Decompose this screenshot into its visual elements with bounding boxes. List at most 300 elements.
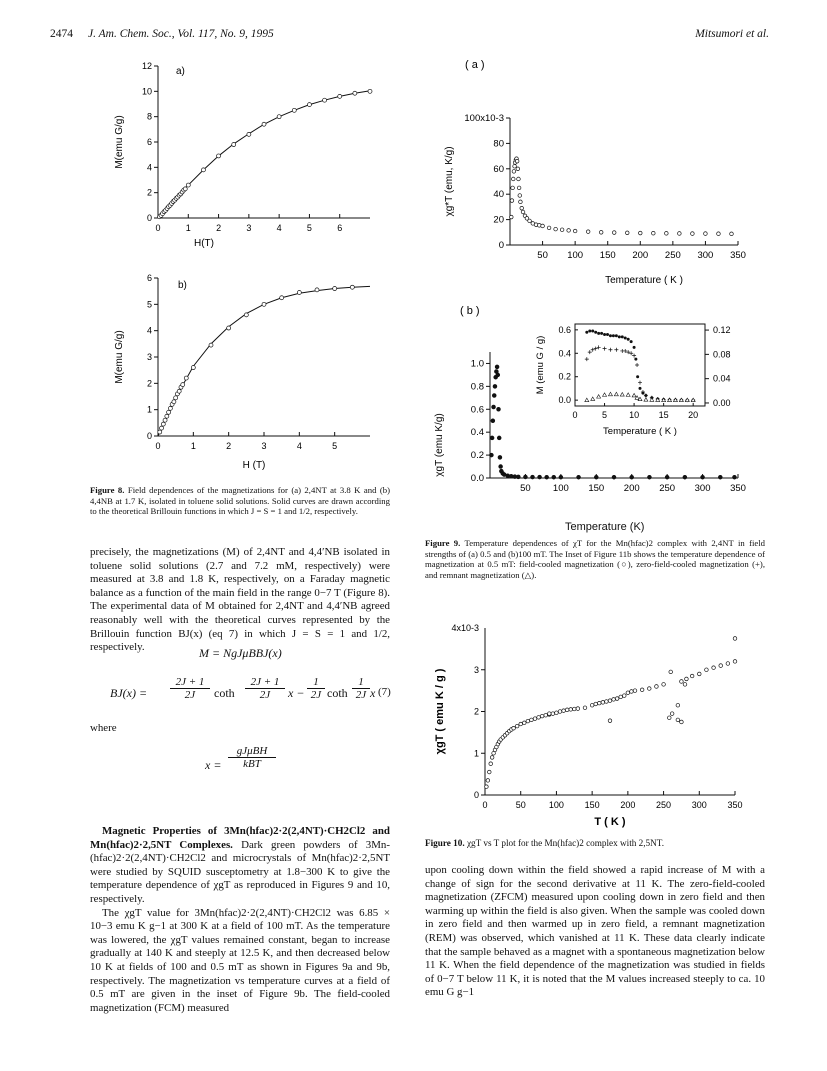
y-tick-label: 60 [493,163,504,175]
y-tick-label: 0 [146,431,152,441]
data-point [545,475,549,479]
data-point [605,700,609,704]
data-point [168,406,172,410]
data-point [280,296,284,300]
data-point [665,475,669,479]
data-point [601,701,605,705]
data-point [315,288,319,292]
data-point [625,231,629,235]
body-paragraphs-2 [90,825,390,1015]
figure-10-chart [425,620,770,840]
inset-rem-point [620,393,624,397]
equation-7-fraction-2 [245,676,285,701]
x-tick-label: 50 [515,800,526,810]
x-tick-label: 200 [623,483,640,494]
data-point [712,666,716,670]
x-tick-label: 50 [537,250,548,261]
equation-x-lhs: x = [205,758,222,772]
inset-x-tick-label: 20 [688,410,699,420]
data-point [533,717,537,721]
data-point [262,302,266,306]
y-axis-label: χg*T (emu, K/g) [444,146,455,217]
inset-rem-point [585,398,589,402]
inset-rem-point [626,393,630,397]
x-axis-label: H(T) [194,238,214,249]
data-point [499,465,503,469]
figure-9-caption-label: Figure 9. [425,538,461,548]
inset-rem-point [614,392,618,396]
data-point [680,720,684,724]
inset-zfcm-point [632,354,636,358]
data-point [655,685,659,689]
figure-8a-chart [108,58,378,268]
data-point [551,712,555,716]
equation-x-fraction [228,745,276,770]
inset-y2-tick-label: 0.04 [713,373,731,384]
data-point [181,383,185,387]
data-point [227,326,231,330]
data-point [495,365,499,369]
eq7-num3: 1 [307,676,325,689]
panel-label: b) [178,280,187,291]
eq7-num2: 2J + 1 [245,676,285,689]
data-point [487,770,491,774]
eq7-coth-2: coth [327,686,348,700]
data-point [678,232,682,236]
inset-y-tick-label: 0.0 [558,395,571,406]
inset-y-axis-label: M (emu G / g) [535,335,546,395]
data-point [232,143,236,147]
data-point [167,410,171,414]
data-point [515,724,519,728]
data-point [569,708,573,712]
inset-zfcm-point [635,363,639,367]
data-point [522,721,526,725]
data-point [558,710,562,714]
x-tick-label: 3 [246,223,252,233]
y-axis-label: χgT ( emu K / g ) [434,668,446,755]
data-point [515,159,519,163]
figure-10-caption-text: χgT vs T plot for the Mn(hfac)2 complex with 2,5NT. [466,838,665,848]
paragraph-4: upon cooling down within the field showed a rapid increase of M with a change of sign for the second derivative at 11 K. The zero-field-cooled magnetization (ZFCM) measured upon cooling down in zero field and then warming up within the field is also given. When the sample was cooled down in zero field and then warmed up in zero field, a remnant magnetization (REM) was observed, which vanished at 11 K. These data clearly indicate that the sample behaved as a magnet with a spontaneous magnetization below 11 K. When the field dependence of the magnetization was studied in fields of 0−7 T below 11 K, it is noted that the M values increased steeply to ca. 10 emu G g−1 [425,864,765,999]
data-point [612,698,616,702]
x-tick-label: 6 [337,223,343,233]
data-point [586,230,590,234]
data-point [559,475,563,479]
y-multiplier-label: 100x10-3 [464,113,504,124]
x-tick-label: 250 [659,483,676,494]
data-point [704,232,708,236]
paragraph-1: precisely, the magnetizations (M) of 2,4NT and 4,4′NB isolated in toluene solid solutions (2.7 and 7.2 mM, respectively) were measured at 3.8 and 1.8 K, respectively, on a Faraday magnetic balance as a function of the main field in the range 0−7 T (Figure 8). The experimental data of M obtained for 2,4NT and 4,4′NB agreed reasonably well with the theoretical curves represented by the Brillouin function BJ(x) (eq 7) in which J = S = 1 and 1/2, respectively. [90,546,390,654]
data-point [244,313,248,317]
body-paragraph-1 [90,546,390,655]
data-point [626,691,630,695]
data-point [524,475,528,479]
data-point [492,394,496,398]
data-point [353,91,357,95]
data-point [277,115,281,119]
data-point [615,697,619,701]
x-tick-label: 100 [548,800,564,810]
data-point [733,660,737,664]
y-tick-label: 1 [146,404,152,415]
y-tick-label: 4 [146,325,152,336]
data-point [517,177,521,181]
data-point [506,474,510,478]
y-tick-label: 1.0 [470,358,484,370]
inset-rem-point [632,393,636,397]
data-point [705,668,709,672]
data-point [497,436,501,440]
x-tick-label: 300 [697,250,714,261]
paragraph-3: The χgT value for 3Mn(hfac)2·2(2,4NT)·CH2Cl2 was 6.85 × 10−3 emu K g−1 at 300 K at a field of 100 mT. As the temperature was lowered, the χgT values remained constant, began to increase gradually at 140 K and steeply at 12.5 K, and then decreased below 10 K at fields of 100 and 0.5 mT as shown in Figures 9a and 9b, respectively. The magnetization vs temperature curves at a field of 0.5 mT are given in the inset of Figure 9b. The field-cooled magnetization (FCM) measured [90,906,390,1014]
x-tick-label: 0 [155,223,161,233]
data-point [292,108,296,112]
figure-9b-xlabel: Temperature (K) [565,521,645,533]
inset-fcm-point [624,337,627,340]
journal-citation-text: J. Am. Chem. Soc., Vol. 117, No. 9, 1995 [88,28,274,40]
data-point [572,707,576,711]
data-point [567,229,571,233]
data-point [186,183,190,187]
data-point [516,167,520,171]
data-point [519,200,523,204]
panel-label: ( b ) [460,305,480,317]
body-paragraph-right [425,864,765,1000]
x-tick-label: 300 [694,483,711,494]
eq7-num4: 1 [352,676,370,689]
eq7-end: x [370,686,376,700]
data-point [685,677,689,681]
data-point [554,227,558,231]
fit-curve [158,91,370,218]
x-tick-label: 150 [599,250,616,261]
x-tick-label: 0 [482,800,488,810]
inset-fcm-point [603,333,606,336]
y-tick-label: 10 [141,86,152,97]
panel-label: a) [176,66,185,77]
data-point [583,706,587,710]
data-point [652,231,656,235]
inset-y-tick-label: 0.2 [558,371,571,382]
data-point [490,756,494,760]
eq7-num1: 2J + 1 [170,676,210,689]
y-tick-label: 6 [146,273,152,283]
inset-x-tick-label: 0 [572,410,578,420]
inset-zfcm-point [608,348,612,352]
figure-10-caption [425,838,765,849]
eq7-den3: 2J [310,689,322,701]
data-point [552,475,556,479]
data-point [719,664,723,668]
data-point [612,475,616,479]
data-point [177,389,181,393]
data-point [174,396,178,400]
y-tick-label: 0.0 [470,473,484,484]
y-multiplier-label: 4x10-3 [451,623,479,633]
data-point [161,422,165,426]
data-point [530,718,534,722]
data-point [630,690,634,694]
data-point [612,231,616,235]
data-point [520,206,524,210]
y-tick-label: 80 [493,138,504,150]
inset-fcm-point [612,334,615,337]
paragraph-2-text: Dark green powders of 3Mn-(hfac)2·2(2,4NT)·CH2Cl2 and microcrystals of Mn(hfac)2·2,5NT were studied by SQUID susceptometry at 1.8−300 K to give the temperature dependence of χgT as reproduced in Figures 9 and 10, respectively. [90,838,390,905]
x-axis-label: Temperature ( K ) [605,275,683,286]
data-point [191,366,195,370]
x-tick-label: 250 [656,800,672,810]
y-tick-label: 0 [498,240,504,251]
data-point [633,689,637,693]
x-tick-label: 2 [216,223,222,233]
inset-y-tick-label: 0.6 [558,324,571,335]
data-point [691,232,695,236]
x-tick-label: 1 [185,223,191,233]
data-point [526,719,530,723]
page-number: 2474 [50,28,73,40]
inset-fcm-point [600,332,603,335]
data-point [511,177,515,181]
data-point [680,680,684,684]
figure-9a-chart [430,60,760,295]
y-tick-label: 20 [493,214,504,226]
inset-frame [575,324,705,406]
eq7-mid: x − [288,686,305,700]
where-label: where [90,722,117,734]
x-tick-label: 4 [296,441,302,451]
y-axis-label: M(emu G/g) [114,330,125,384]
inset-fcm-point [585,331,588,334]
data-point [547,226,551,230]
y-tick-label: 4 [146,162,152,173]
inset-fcm-point [597,332,600,335]
data-point [540,714,544,718]
inset-y2-tick-label: 0.12 [713,325,731,336]
data-point [565,708,569,712]
data-point [676,703,680,707]
data-point [490,436,494,440]
data-point [670,712,674,716]
y-tick-label: 8 [146,111,152,122]
data-point [697,672,701,676]
fit-curve [158,286,370,436]
data-point [573,229,577,233]
y-axis-label: χgT (emu K/g) [434,413,445,477]
data-point [183,187,187,191]
x-tick-label: 0 [155,441,161,451]
x-axis-label: H (T) [242,460,266,471]
journal-citation [88,28,274,40]
x-tick-label: 200 [632,250,649,261]
data-point [577,475,581,479]
data-point [528,219,532,223]
y-tick-label: 40 [493,189,504,201]
data-point [158,430,162,434]
y-tick-label: 3 [473,664,479,675]
figure-8-caption [90,485,390,517]
data-point [492,405,496,409]
eq7-den4: 2J [355,689,367,701]
inset-fcm-point [609,334,612,337]
data-point [619,695,623,699]
inset-fcm-point [591,330,594,333]
x-tick-label: 150 [584,800,600,810]
y-tick-label: 0.2 [470,450,484,462]
inset-fcm-point [630,340,633,343]
equation-7-number: (7) [378,686,391,698]
data-point [576,707,580,711]
data-point [718,475,722,479]
eq7-coth-1: coth [214,686,235,700]
data-point [594,475,598,479]
x-tick-label: 50 [520,483,531,494]
data-point [297,290,301,294]
section-heading: Magnetic Properties of 3Mn(hfac)2·2(2,4NT)·CH2Cl2 and Mn(hfac)2·2,5NT Complexes. [90,825,390,851]
x-tick-label: 350 [730,483,746,494]
inset-fcm-point [633,346,636,349]
data-point [676,718,680,722]
inset-fcm-point [634,358,637,361]
eq-x-num: gJμBH [228,745,276,758]
data-point [511,186,515,190]
data-point [726,662,730,666]
inset-zfcm-point [644,393,648,397]
figure-9b-chart [430,302,760,537]
data-point [662,683,666,687]
inset-rem-point [608,392,612,396]
data-point [560,228,564,232]
data-point [510,199,514,203]
inset-fcm-point [615,334,618,337]
panel-label: ( a ) [465,60,485,71]
inset-zfcm-point [614,348,618,352]
data-point [516,475,520,479]
inset-zfcm-point [603,347,607,351]
data-point [184,376,188,380]
inset-x-axis-label: Temperature ( K ) [603,426,677,437]
data-point [531,475,535,479]
inset-zfcm-point [585,357,589,361]
data-point [493,384,497,388]
data-point [630,475,634,479]
data-point [717,232,721,236]
data-point [667,716,671,720]
inset-y2-tick-label: 0.08 [713,349,731,360]
data-point [512,726,516,730]
data-point [338,94,342,98]
y-tick-label: 2 [473,706,479,717]
data-point [541,224,545,228]
data-point [599,231,603,235]
data-point [489,762,493,766]
data-point [165,414,169,418]
data-point [201,168,205,172]
y-tick-label: 0.4 [470,427,484,439]
data-point [513,164,517,168]
data-point [594,702,598,706]
y-tick-label: 0.8 [470,381,484,393]
inset-x-tick-label: 10 [629,410,640,420]
inset-x-tick-label: 15 [658,410,669,420]
data-point [690,674,694,678]
x-tick-label: 3 [261,441,267,451]
data-point [683,683,687,687]
data-point [518,194,522,198]
data-point [510,215,514,219]
figure-8-caption-text: Field dependences of the magnetizations for (a) 2,4NT at 3.8 K and (b) 4,4NB at 1.7 K, isolated in toluene solid solutions. Solid curves are drawn according to the theoretical Brillouin functions in which J = S = 1 and 1/2, respectively. [90,485,391,517]
data-point [648,475,652,479]
inset-fcm-point [639,387,642,390]
data-point [555,711,559,715]
data-point [608,719,612,723]
data-point [485,785,489,789]
data-point [562,709,566,713]
inset-y-tick-label: 0.4 [558,348,571,359]
y-tick-label: 2 [146,378,152,389]
inset-zfcm-point [638,381,642,385]
data-point [733,637,737,641]
data-point [547,712,551,716]
data-point [647,687,651,691]
data-point [333,287,337,291]
data-point [517,186,521,190]
y-tick-label: 6 [146,137,152,147]
x-tick-label: 100 [567,250,584,261]
eq7-den1: 2J [184,689,196,701]
data-point [498,455,502,459]
equation-7-lhs: BJ(x) = [110,686,148,700]
x-tick-label: 5 [306,223,312,233]
data-point [521,210,525,214]
inset-x-tick-label: 5 [602,410,608,420]
data-point [350,285,354,289]
data-point [538,475,542,479]
y-tick-label: 3 [146,352,152,362]
x-axis-label: T ( K ) [594,816,626,828]
data-point [490,453,494,457]
data-point [368,89,372,93]
data-point [597,701,601,705]
inset-fcm-point [594,331,597,334]
inset-rem-point [597,395,601,399]
data-point [733,475,737,479]
x-tick-label: 4 [276,223,282,233]
data-point [669,670,673,674]
data-point [247,132,251,136]
y-tick-label: 12 [141,61,152,71]
eq-x-den: kBT [243,758,261,770]
data-point [262,122,266,126]
data-point [638,231,642,235]
data-point [496,373,500,377]
inset-fcm-point [636,375,639,378]
data-point [640,688,644,692]
running-author [695,28,769,40]
eq7-den2: 2J [259,689,271,701]
data-point [163,418,167,422]
inset-fcm-point [588,330,591,333]
data-point [701,475,705,479]
figure-8b-chart [108,270,378,485]
y-tick-label: 0.6 [470,404,484,416]
x-tick-label: 350 [730,250,746,261]
data-point [307,103,311,107]
x-tick-label: 200 [620,800,636,810]
data-point [172,400,176,404]
x-tick-label: 2 [226,441,232,451]
equation-7-fraction-4 [352,676,370,701]
